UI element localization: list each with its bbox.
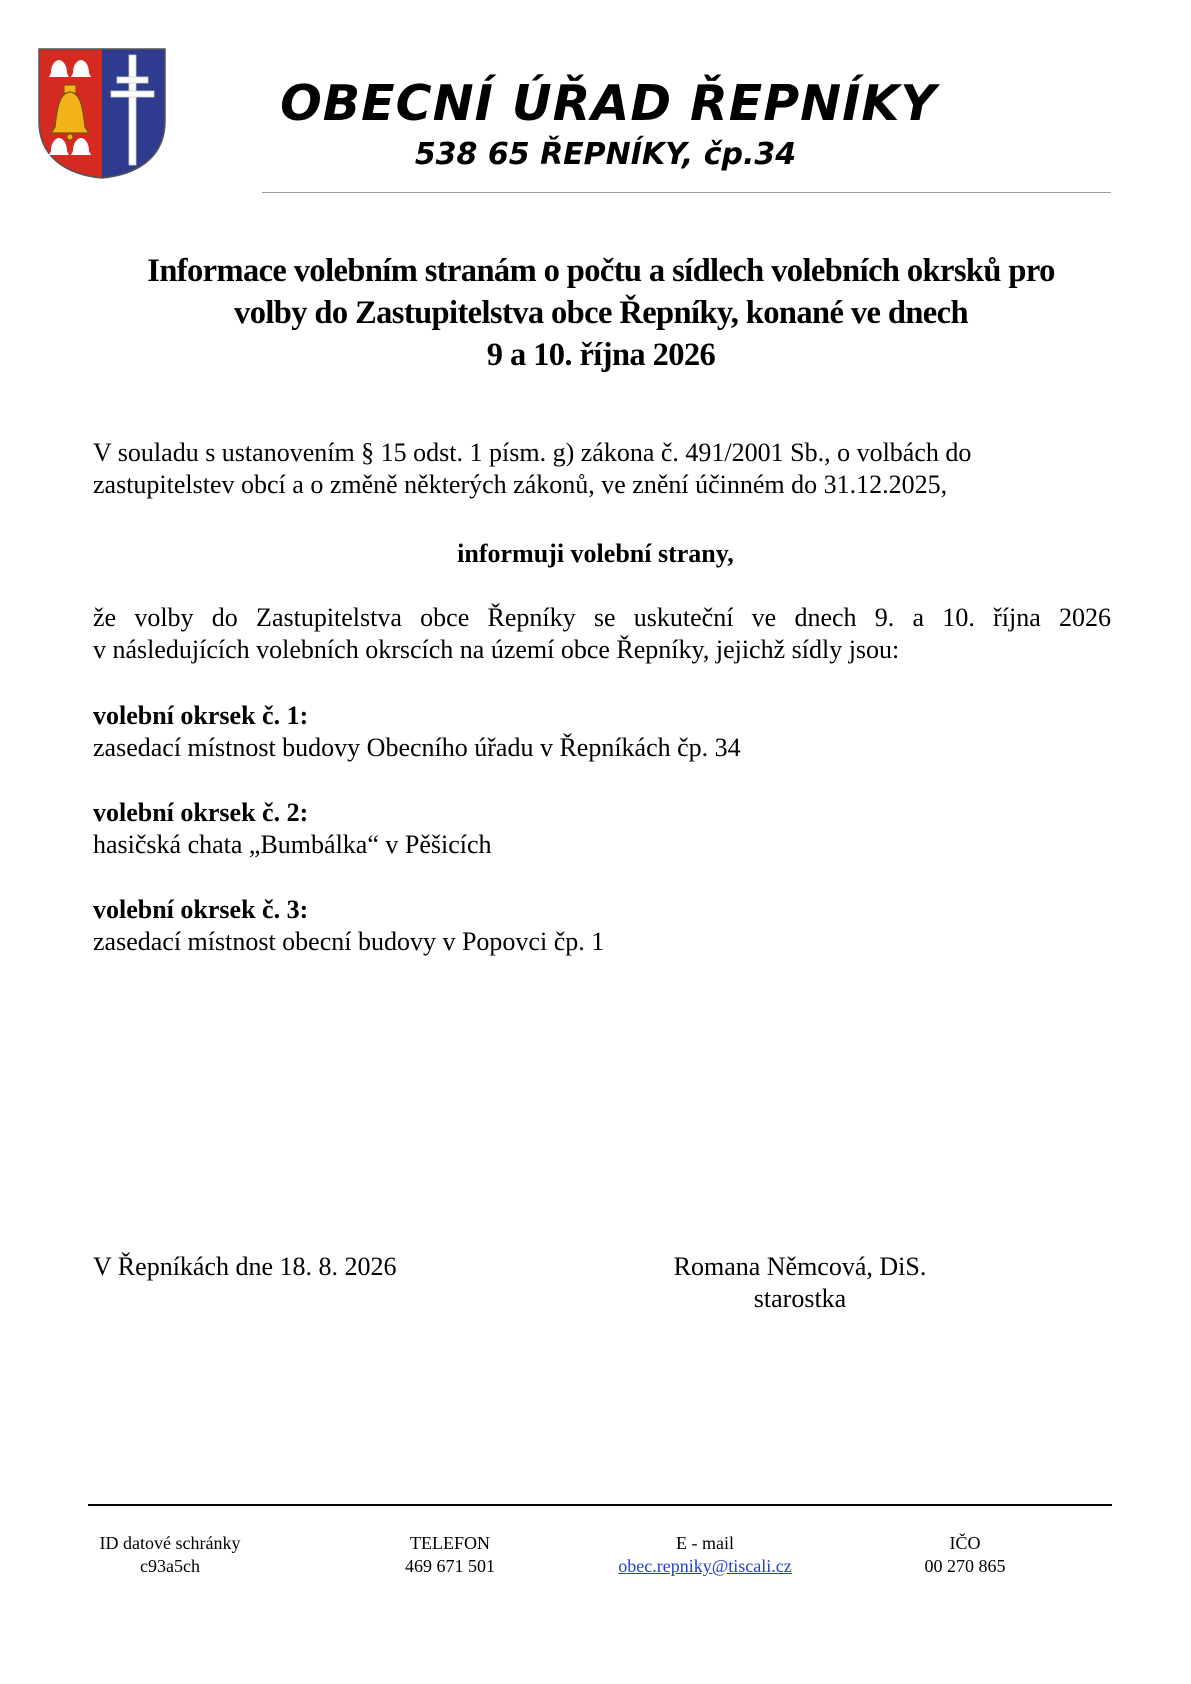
election-line-2: v následujících volebních okrscích na území obce Řepníky, jejichž sídly jsou:: [93, 635, 900, 664]
district-label: volební okrsek č. 1:: [93, 701, 309, 730]
district-location: zasedací místnost budovy Obecního úřadu v Řepníkách čp. 34: [93, 733, 741, 762]
district-location: zasedací místnost obecní budovy v Popovci čp. 1: [93, 927, 605, 956]
data-box-label: ID datové schránky: [99, 1533, 241, 1553]
footer-phone: [370, 1532, 530, 1578]
district-3: [93, 894, 1093, 958]
title-line-3: 9 a 10. října 2026: [486, 337, 716, 373]
data-box-value: c93a5ch: [140, 1556, 200, 1576]
signatory-name: Romana Němcová, DiS.: [673, 1252, 927, 1281]
district-label: volební okrsek č. 3:: [93, 895, 309, 924]
legal-basis-paragraph: [93, 437, 1111, 501]
district-label: volební okrsek č. 2:: [93, 798, 309, 827]
office-name: OBECNÍ ÚŘAD ŘEPNÍKY: [280, 75, 937, 132]
phone-value: 469 671 501: [405, 1556, 495, 1576]
inform-heading: informuji volební strany,: [457, 539, 734, 568]
email-label: E - mail: [676, 1533, 734, 1553]
header-divider: [262, 192, 1111, 193]
signatory: [630, 1251, 970, 1315]
footer-ico: [890, 1532, 1040, 1578]
footer-email: [590, 1532, 820, 1578]
ico-value: 00 270 865: [924, 1556, 1006, 1576]
district-1: [93, 700, 1093, 764]
document-title: [95, 250, 1107, 376]
legal-basis-line-2: zastupitelstev obcí a o změně některých zákonů, ve znění účinném do 31.12.2025,: [93, 470, 948, 499]
signatory-role: starostka: [753, 1284, 847, 1313]
election-line-1: že volby do Zastupitelstva obce Řepníky se uskuteční ve dnech 9. a 10. října 2026: [93, 603, 1111, 632]
district-location: hasičská chata „Bumbálka“ v Pěšicích: [93, 830, 492, 859]
election-paragraph: [93, 602, 1111, 666]
place-and-date: V Řepníkách dne 18. 8. 2026: [93, 1252, 397, 1281]
legal-basis-line-1: V souladu s ustanovením § 15 odst. 1 písm. g) zákona č. 491/2001 Sb., o volbách do: [93, 438, 972, 467]
district-2: [93, 797, 1093, 861]
title-line-1: Informace volebním stranám o počtu a sídlech volebních okrsků pro: [147, 253, 1055, 289]
footer-data-box: [80, 1532, 260, 1578]
title-line-2: volby do Zastupitelstva obce Řepníky, konané ve dnech: [234, 295, 968, 331]
office-address: 538 65 ŘEPNÍKY, čp.34: [414, 137, 797, 172]
email-link[interactable]: obec.repniky@tiscali.cz: [618, 1556, 792, 1576]
ico-label: IČO: [949, 1533, 981, 1553]
phone-label: TELEFON: [410, 1533, 490, 1553]
footer-divider: [88, 1504, 1112, 1506]
